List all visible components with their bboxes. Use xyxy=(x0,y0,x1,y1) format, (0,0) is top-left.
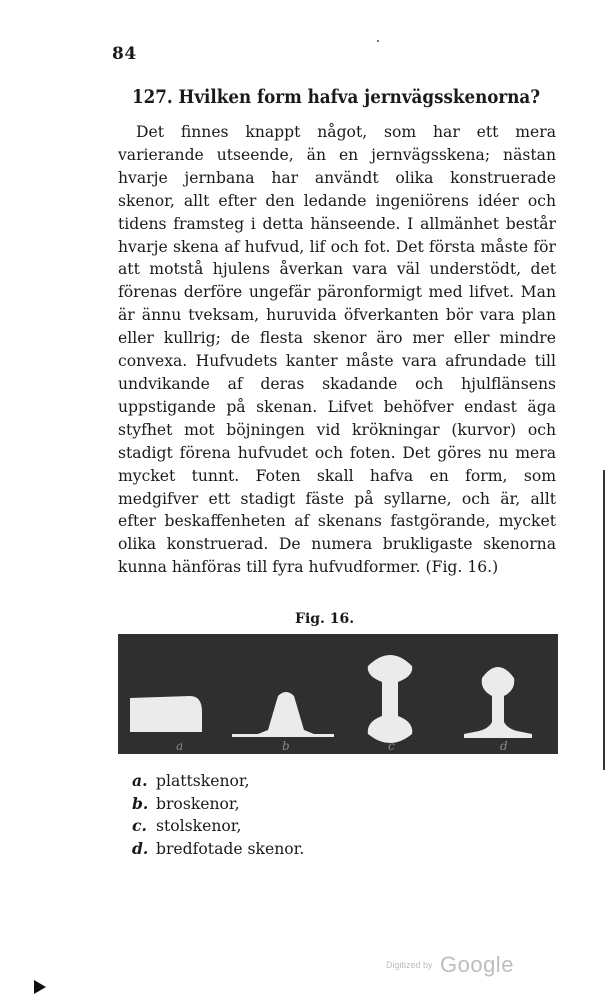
rail-profile-d xyxy=(464,667,532,738)
digitized-watermark xyxy=(386,952,514,978)
legend-key: d. xyxy=(132,838,149,858)
panel-label-c: c xyxy=(388,739,395,753)
legend-key: c. xyxy=(132,816,147,835)
panel-label-a: a xyxy=(176,739,184,753)
rail-profile-c xyxy=(368,655,412,743)
legend-item xyxy=(132,770,304,793)
legend-item xyxy=(132,815,304,838)
section-heading: 127. Hvilken form hafva jernvägsskenorna? xyxy=(132,86,541,108)
rail-profile-b xyxy=(232,692,334,737)
legend-item xyxy=(132,838,304,861)
legend-key: a. xyxy=(132,771,148,790)
panel-label-d: d xyxy=(500,739,508,753)
watermark-brand: Google xyxy=(439,952,514,977)
legend-item xyxy=(132,793,304,816)
page-number: 84 xyxy=(112,44,137,64)
scan-speck xyxy=(377,40,379,42)
figure-legend xyxy=(132,770,304,860)
legend-label: stolskenor, xyxy=(156,817,242,835)
figure-caption: Fig. 16. xyxy=(295,611,355,627)
body-text xyxy=(118,121,556,579)
legend-label: bredfotade skenor. xyxy=(156,839,305,858)
rail-profile-a xyxy=(130,696,202,732)
panel-label-b: b xyxy=(282,739,290,753)
legend-label: plattskenor, xyxy=(156,772,250,790)
watermark-prefix: Digitized by xyxy=(386,960,433,970)
scan-edge-line xyxy=(603,470,605,770)
legend-label: broskenor, xyxy=(156,794,240,813)
figure-rail-profiles xyxy=(118,634,558,754)
paragraph: Det finnes knappt något, som har ett mera varierande utseende, än en jernvägsskena; nästan hvarje jernbana har användt olika konstruerade skenor, allt efter den ledande ingeniörens idéer och tidens framsteg i detta hänseende. I allmänhet består hvarje skena af hufvud, lif och fot. Det första måste för att motstå hjulens åverkan vara väl understödt, det förenas derföre ungefär päronformigt med lifvet. Man är ännu tveksam, huruvida öfverkanten bör vara plan eller kullrig; de flesta skenor äro mer eller mindre convexa. Hufvudets kanter måste vara afrundade till undvikande af deras skadande och hjulflänsens uppstigande på skenan. Lifvet behöfver endast äga styfhet mot böjningen vid krökningar (kurvor) och stadigt förena hufvudet och foten. Det göres nu mera mycket tunnt. Foten skall hafva en form, som medgifver ett stadigt fäste på syllarne, och är, allt efter beskaffenheten af skenans fastgörande, mycket olika konstruerad. De numera brukligaste skenorna kunna hänföras till fyra hufvudformer. (Fig. 16.) xyxy=(118,123,556,577)
corner-arrow-icon xyxy=(34,980,46,994)
rail-profiles-illustration xyxy=(118,634,558,754)
legend-key: b. xyxy=(132,793,149,813)
